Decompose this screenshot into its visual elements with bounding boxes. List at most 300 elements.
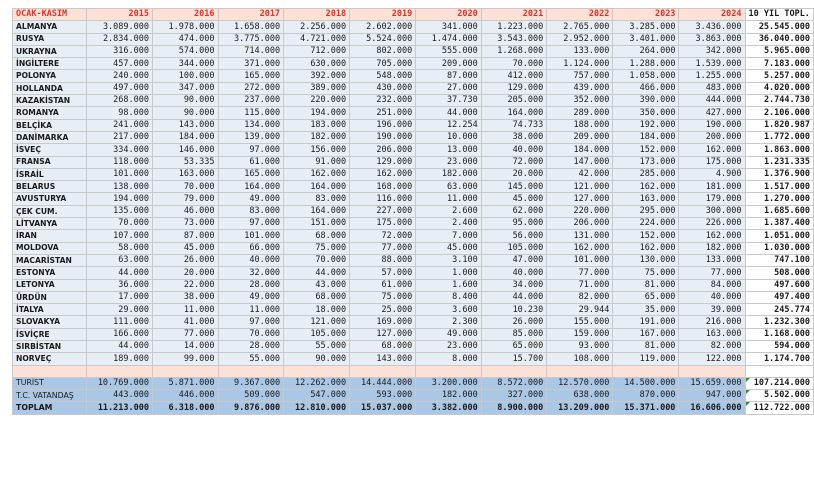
value-cell[interactable]: 194.000	[284, 107, 350, 119]
value-cell[interactable]: 3.285.000	[613, 21, 679, 33]
value-cell[interactable]: 75.000	[613, 267, 679, 279]
value-cell[interactable]: 181.000	[679, 181, 745, 193]
value-cell[interactable]: 439.000	[547, 82, 613, 94]
total-cell[interactable]: 1.174.700	[745, 353, 813, 365]
value-cell[interactable]: 162.000	[350, 168, 416, 180]
value-cell[interactable]: 65.000	[481, 341, 547, 353]
value-cell[interactable]: 41.000	[153, 316, 219, 328]
value-cell[interactable]: 350.000	[613, 107, 679, 119]
value-cell[interactable]: 3.775.000	[218, 33, 284, 45]
country-cell[interactable]: MACARİSTAN	[13, 254, 87, 266]
total-cell[interactable]: 1.685.600	[745, 205, 813, 217]
value-cell[interactable]: 82.000	[679, 341, 745, 353]
value-cell[interactable]: 209.000	[547, 131, 613, 143]
summary-value-cell[interactable]: 15.371.000	[613, 402, 679, 414]
header-year-cell[interactable]: 2018	[284, 9, 350, 21]
summary-value-cell[interactable]: 9.367.000	[218, 377, 284, 389]
value-cell[interactable]: 555.000	[416, 45, 482, 57]
summary-value-cell[interactable]: 3.382.000	[416, 402, 482, 414]
value-cell[interactable]: 166.000	[86, 328, 152, 340]
value-cell[interactable]: 56.000	[481, 230, 547, 242]
value-cell[interactable]: 347.000	[153, 82, 219, 94]
country-cell[interactable]: ROMANYA	[13, 107, 87, 119]
value-cell[interactable]: 175.000	[679, 156, 745, 168]
value-cell[interactable]: 217.000	[86, 131, 152, 143]
value-cell[interactable]: 285.000	[613, 168, 679, 180]
total-cell[interactable]: 5.965.000	[745, 45, 813, 57]
value-cell[interactable]: 77.000	[153, 328, 219, 340]
empty-cell[interactable]	[745, 365, 813, 377]
value-cell[interactable]: 44.000	[481, 291, 547, 303]
country-cell[interactable]: KAZAKİSTAN	[13, 95, 87, 107]
value-cell[interactable]: 184.000	[153, 131, 219, 143]
summary-value-cell[interactable]: 14.444.000	[350, 377, 416, 389]
country-cell[interactable]: MOLDOVA	[13, 242, 87, 254]
value-cell[interactable]: 121.000	[284, 316, 350, 328]
country-cell[interactable]: İNGİLTERE	[13, 58, 87, 70]
value-cell[interactable]: 1.539.000	[679, 58, 745, 70]
summary-value-cell[interactable]: 947.000	[679, 389, 745, 401]
summary-value-cell[interactable]: 12.262.000	[284, 377, 350, 389]
value-cell[interactable]: 165.000	[218, 70, 284, 82]
value-cell[interactable]: 101.000	[218, 230, 284, 242]
total-cell[interactable]: 1.232.300	[745, 316, 813, 328]
value-cell[interactable]: 483.000	[679, 82, 745, 94]
summary-value-cell[interactable]: 8.572.000	[481, 377, 547, 389]
header-year-cell[interactable]: 2015	[86, 9, 152, 21]
value-cell[interactable]: 184.000	[547, 144, 613, 156]
value-cell[interactable]: 44.000	[416, 107, 482, 119]
value-cell[interactable]: 42.000	[547, 168, 613, 180]
value-cell[interactable]: 127.000	[350, 328, 416, 340]
value-cell[interactable]: 122.000	[679, 353, 745, 365]
value-cell[interactable]: 14.000	[153, 341, 219, 353]
value-cell[interactable]: 90.000	[284, 353, 350, 365]
value-cell[interactable]: 151.000	[284, 218, 350, 230]
value-cell[interactable]: 93.000	[547, 341, 613, 353]
value-cell[interactable]: 163.000	[679, 328, 745, 340]
value-cell[interactable]: 147.000	[547, 156, 613, 168]
value-cell[interactable]: 131.000	[547, 230, 613, 242]
value-cell[interactable]: 40.000	[679, 291, 745, 303]
value-cell[interactable]: 427.000	[679, 107, 745, 119]
value-cell[interactable]: 164.000	[481, 107, 547, 119]
total-cell[interactable]: 1.863.000	[745, 144, 813, 156]
value-cell[interactable]: 70.000	[284, 254, 350, 266]
country-cell[interactable]: BELARUS	[13, 181, 87, 193]
value-cell[interactable]: 164.000	[284, 205, 350, 217]
value-cell[interactable]: 37.730	[416, 95, 482, 107]
value-cell[interactable]: 97.000	[218, 144, 284, 156]
value-cell[interactable]: 133.000	[679, 254, 745, 266]
value-cell[interactable]: 70.000	[218, 328, 284, 340]
value-cell[interactable]: 23.000	[416, 156, 482, 168]
value-cell[interactable]: 163.000	[613, 193, 679, 205]
header-year-cell[interactable]: 2016	[153, 9, 219, 21]
total-cell[interactable]: 508.000	[745, 267, 813, 279]
value-cell[interactable]: 36.000	[86, 279, 152, 291]
total-cell[interactable]: 1.168.000	[745, 328, 813, 340]
empty-cell[interactable]	[679, 365, 745, 377]
value-cell[interactable]: 68.000	[284, 291, 350, 303]
total-cell[interactable]: 594.000	[745, 341, 813, 353]
header-year-cell[interactable]: 2019	[350, 9, 416, 21]
value-cell[interactable]: 61.000	[350, 279, 416, 291]
total-cell[interactable]: 1.051.000	[745, 230, 813, 242]
value-cell[interactable]: 1.268.000	[481, 45, 547, 57]
empty-cell[interactable]	[13, 365, 87, 377]
total-cell[interactable]: 1.387.400	[745, 218, 813, 230]
value-cell[interactable]: 194.000	[86, 193, 152, 205]
value-cell[interactable]: 39.000	[679, 304, 745, 316]
value-cell[interactable]: 10.230	[481, 304, 547, 316]
value-cell[interactable]: 26.000	[153, 254, 219, 266]
value-cell[interactable]: 134.000	[218, 119, 284, 131]
value-cell[interactable]: 100.000	[153, 70, 219, 82]
value-cell[interactable]: 45.000	[481, 193, 547, 205]
country-cell[interactable]: BELÇİKA	[13, 119, 87, 131]
value-cell[interactable]: 97.000	[218, 218, 284, 230]
value-cell[interactable]: 75.000	[350, 291, 416, 303]
value-cell[interactable]: 574.000	[153, 45, 219, 57]
header-year-cell[interactable]: 2017	[218, 9, 284, 21]
value-cell[interactable]: 11.000	[416, 193, 482, 205]
value-cell[interactable]: 87.000	[416, 70, 482, 82]
value-cell[interactable]: 91.000	[284, 156, 350, 168]
value-cell[interactable]: 20.000	[153, 267, 219, 279]
value-cell[interactable]: 3.543.000	[481, 33, 547, 45]
value-cell[interactable]: 241.000	[86, 119, 152, 131]
value-cell[interactable]: 116.000	[350, 193, 416, 205]
value-cell[interactable]: 55.000	[218, 353, 284, 365]
value-cell[interactable]: 46.000	[153, 205, 219, 217]
country-cell[interactable]: İTALYA	[13, 304, 87, 316]
summary-label-cell[interactable]: TURİST	[13, 377, 87, 389]
value-cell[interactable]: 344.000	[153, 58, 219, 70]
empty-cell[interactable]	[547, 365, 613, 377]
empty-cell[interactable]	[613, 365, 679, 377]
total-cell[interactable]: 1.030.000	[745, 242, 813, 254]
country-cell[interactable]: ESTONYA	[13, 267, 87, 279]
value-cell[interactable]: 168.000	[350, 181, 416, 193]
value-cell[interactable]: 4.900	[679, 168, 745, 180]
value-cell[interactable]: 63.000	[416, 181, 482, 193]
value-cell[interactable]: 63.000	[86, 254, 152, 266]
value-cell[interactable]: 165.000	[218, 168, 284, 180]
total-cell[interactable]: 7.183.000	[745, 58, 813, 70]
value-cell[interactable]: 3.436.000	[679, 21, 745, 33]
value-cell[interactable]: 184.000	[613, 131, 679, 143]
value-cell[interactable]: 226.000	[679, 218, 745, 230]
value-cell[interactable]: 189.000	[86, 353, 152, 365]
value-cell[interactable]: 4.721.000	[284, 33, 350, 45]
value-cell[interactable]: 13.000	[416, 144, 482, 156]
value-cell[interactable]: 268.000	[86, 95, 152, 107]
value-cell[interactable]: 127.000	[547, 193, 613, 205]
summary-value-cell[interactable]: 11.213.000	[86, 402, 152, 414]
country-cell[interactable]: RUSYA	[13, 33, 87, 45]
total-cell[interactable]: 2.106.000	[745, 107, 813, 119]
value-cell[interactable]: 224.000	[613, 218, 679, 230]
value-cell[interactable]: 44.000	[86, 341, 152, 353]
value-cell[interactable]: 145.000	[481, 181, 547, 193]
value-cell[interactable]: 371.000	[218, 58, 284, 70]
value-cell[interactable]: 389.000	[284, 82, 350, 94]
total-cell[interactable]: 497.600	[745, 279, 813, 291]
summary-total-cell[interactable]: 107.214.000	[745, 377, 813, 389]
value-cell[interactable]: 27.000	[416, 82, 482, 94]
header-year-cell[interactable]: 2023	[613, 9, 679, 21]
summary-value-cell[interactable]: 3.200.000	[416, 377, 482, 389]
value-cell[interactable]: 342.000	[679, 45, 745, 57]
country-cell[interactable]: POLONYA	[13, 70, 87, 82]
value-cell[interactable]: 66.000	[218, 242, 284, 254]
value-cell[interactable]: 68.000	[350, 341, 416, 353]
summary-label-cell[interactable]: TOPLAM	[13, 402, 87, 414]
summary-value-cell[interactable]: 870.000	[613, 389, 679, 401]
value-cell[interactable]: 74.733	[481, 119, 547, 131]
value-cell[interactable]: 28.000	[218, 341, 284, 353]
country-cell[interactable]: ALMANYA	[13, 21, 87, 33]
empty-cell[interactable]	[350, 365, 416, 377]
value-cell[interactable]: 95.000	[481, 218, 547, 230]
value-cell[interactable]: 183.000	[284, 119, 350, 131]
value-cell[interactable]: 1.978.000	[153, 21, 219, 33]
value-cell[interactable]: 237.000	[218, 95, 284, 107]
value-cell[interactable]: 135.000	[86, 205, 152, 217]
value-cell[interactable]: 115.000	[218, 107, 284, 119]
value-cell[interactable]: 45.000	[416, 242, 482, 254]
summary-value-cell[interactable]: 9.876.000	[218, 402, 284, 414]
value-cell[interactable]: 90.000	[153, 107, 219, 119]
value-cell[interactable]: 62.000	[481, 205, 547, 217]
total-cell[interactable]: 2.744.730	[745, 95, 813, 107]
value-cell[interactable]: 11.000	[218, 304, 284, 316]
value-cell[interactable]: 1.474.000	[416, 33, 482, 45]
value-cell[interactable]: 17.000	[86, 291, 152, 303]
value-cell[interactable]: 40.000	[481, 144, 547, 156]
value-cell[interactable]: 206.000	[547, 218, 613, 230]
value-cell[interactable]: 73.000	[153, 218, 219, 230]
summary-total-cell[interactable]: 112.722.000	[745, 402, 813, 414]
value-cell[interactable]: 8.000	[416, 353, 482, 365]
value-cell[interactable]: 7.000	[416, 230, 482, 242]
value-cell[interactable]: 70.000	[86, 218, 152, 230]
country-cell[interactable]: DANİMARKA	[13, 131, 87, 143]
value-cell[interactable]: 143.000	[350, 353, 416, 365]
value-cell[interactable]: 1.058.000	[613, 70, 679, 82]
value-cell[interactable]: 1.288.000	[613, 58, 679, 70]
country-cell[interactable]: ÇEK CUM.	[13, 205, 87, 217]
country-cell[interactable]: İSRAİL	[13, 168, 87, 180]
total-cell[interactable]: 1.772.000	[745, 131, 813, 143]
value-cell[interactable]: 45.000	[153, 242, 219, 254]
value-cell[interactable]: 49.000	[218, 291, 284, 303]
value-cell[interactable]: 188.000	[547, 119, 613, 131]
value-cell[interactable]: 1.255.000	[679, 70, 745, 82]
value-cell[interactable]: 49.000	[218, 193, 284, 205]
value-cell[interactable]: 152.000	[613, 144, 679, 156]
country-cell[interactable]: HOLLANDA	[13, 82, 87, 94]
value-cell[interactable]: 18.000	[284, 304, 350, 316]
value-cell[interactable]: 2.834.000	[86, 33, 152, 45]
value-cell[interactable]: 251.000	[350, 107, 416, 119]
empty-cell[interactable]	[218, 365, 284, 377]
country-cell[interactable]: İRAN	[13, 230, 87, 242]
value-cell[interactable]: 68.000	[284, 230, 350, 242]
value-cell[interactable]: 162.000	[679, 230, 745, 242]
value-cell[interactable]: 85.000	[481, 328, 547, 340]
value-cell[interactable]: 2.300	[416, 316, 482, 328]
value-cell[interactable]: 232.000	[350, 95, 416, 107]
value-cell[interactable]: 53.335	[153, 156, 219, 168]
total-cell[interactable]: 747.100	[745, 254, 813, 266]
summary-value-cell[interactable]: 8.900.000	[481, 402, 547, 414]
summary-value-cell[interactable]: 446.000	[153, 389, 219, 401]
value-cell[interactable]: 49.000	[416, 328, 482, 340]
summary-value-cell[interactable]: 327.000	[481, 389, 547, 401]
value-cell[interactable]: 444.000	[679, 95, 745, 107]
value-cell[interactable]: 156.000	[284, 144, 350, 156]
value-cell[interactable]: 190.000	[350, 131, 416, 143]
total-cell[interactable]: 25.545.000	[745, 21, 813, 33]
country-cell[interactable]: UKRAYNA	[13, 45, 87, 57]
value-cell[interactable]: 97.000	[218, 316, 284, 328]
total-cell[interactable]: 1.231.335	[745, 156, 813, 168]
value-cell[interactable]: 47.000	[481, 254, 547, 266]
value-cell[interactable]: 111.000	[86, 316, 152, 328]
value-cell[interactable]: 220.000	[547, 205, 613, 217]
value-cell[interactable]: 200.000	[679, 131, 745, 143]
value-cell[interactable]: 71.000	[547, 279, 613, 291]
value-cell[interactable]: 77.000	[679, 267, 745, 279]
summary-value-cell[interactable]: 547.000	[284, 389, 350, 401]
country-cell[interactable]: FRANSA	[13, 156, 87, 168]
value-cell[interactable]: 155.000	[547, 316, 613, 328]
value-cell[interactable]: 35.000	[613, 304, 679, 316]
value-cell[interactable]: 12.254	[416, 119, 482, 131]
summary-value-cell[interactable]: 638.000	[547, 389, 613, 401]
value-cell[interactable]: 105.000	[284, 328, 350, 340]
summary-label-cell[interactable]: T.C. VATANDAŞ	[13, 389, 87, 401]
value-cell[interactable]: 712.000	[284, 45, 350, 57]
value-cell[interactable]: 81.000	[613, 341, 679, 353]
country-cell[interactable]: İSVEÇ	[13, 144, 87, 156]
total-cell[interactable]: 245.774	[745, 304, 813, 316]
summary-value-cell[interactable]: 12.570.000	[547, 377, 613, 389]
country-cell[interactable]: ÜRDÜN	[13, 291, 87, 303]
value-cell[interactable]: 20.000	[481, 168, 547, 180]
value-cell[interactable]: 44.000	[86, 267, 152, 279]
value-cell[interactable]: 182.000	[679, 242, 745, 254]
value-cell[interactable]: 146.000	[153, 144, 219, 156]
value-cell[interactable]: 548.000	[350, 70, 416, 82]
value-cell[interactable]: 5.524.000	[350, 33, 416, 45]
value-cell[interactable]: 70.000	[481, 58, 547, 70]
value-cell[interactable]: 23.000	[416, 341, 482, 353]
value-cell[interactable]: 630.000	[284, 58, 350, 70]
value-cell[interactable]: 205.000	[481, 95, 547, 107]
value-cell[interactable]: 190.000	[679, 119, 745, 131]
value-cell[interactable]: 101.000	[547, 254, 613, 266]
value-cell[interactable]: 44.000	[284, 267, 350, 279]
value-cell[interactable]: 83.000	[218, 205, 284, 217]
empty-cell[interactable]	[481, 365, 547, 377]
summary-value-cell[interactable]: 13.209.000	[547, 402, 613, 414]
value-cell[interactable]: 22.000	[153, 279, 219, 291]
value-cell[interactable]: 757.000	[547, 70, 613, 82]
value-cell[interactable]: 129.000	[481, 82, 547, 94]
value-cell[interactable]: 70.000	[153, 181, 219, 193]
value-cell[interactable]: 90.000	[153, 95, 219, 107]
value-cell[interactable]: 152.000	[613, 230, 679, 242]
value-cell[interactable]: 108.000	[547, 353, 613, 365]
value-cell[interactable]: 352.000	[547, 95, 613, 107]
value-cell[interactable]: 1.658.000	[218, 21, 284, 33]
value-cell[interactable]: 295.000	[613, 205, 679, 217]
value-cell[interactable]: 77.000	[350, 242, 416, 254]
value-cell[interactable]: 175.000	[350, 218, 416, 230]
value-cell[interactable]: 34.000	[481, 279, 547, 291]
value-cell[interactable]: 159.000	[547, 328, 613, 340]
value-cell[interactable]: 466.000	[613, 82, 679, 94]
value-cell[interactable]: 182.000	[284, 131, 350, 143]
summary-value-cell[interactable]: 15.037.000	[350, 402, 416, 414]
value-cell[interactable]: 25.000	[350, 304, 416, 316]
value-cell[interactable]: 2.765.000	[547, 21, 613, 33]
value-cell[interactable]: 196.000	[350, 119, 416, 131]
value-cell[interactable]: 802.000	[350, 45, 416, 57]
value-cell[interactable]: 341.000	[416, 21, 482, 33]
value-cell[interactable]: 72.000	[350, 230, 416, 242]
value-cell[interactable]: 162.000	[613, 242, 679, 254]
value-cell[interactable]: 133.000	[547, 45, 613, 57]
header-year-cell[interactable]: 2020	[416, 9, 482, 21]
value-cell[interactable]: 240.000	[86, 70, 152, 82]
value-cell[interactable]: 182.000	[416, 168, 482, 180]
total-cell[interactable]: 5.257.000	[745, 70, 813, 82]
value-cell[interactable]: 55.000	[284, 341, 350, 353]
country-cell[interactable]: SLOVAKYA	[13, 316, 87, 328]
value-cell[interactable]: 272.000	[218, 82, 284, 94]
value-cell[interactable]: 164.000	[218, 181, 284, 193]
country-cell[interactable]: SIRBİSTAN	[13, 341, 87, 353]
value-cell[interactable]: 82.000	[547, 291, 613, 303]
value-cell[interactable]: 57.000	[350, 267, 416, 279]
value-cell[interactable]: 1.223.000	[481, 21, 547, 33]
country-cell[interactable]: LETONYA	[13, 279, 87, 291]
country-cell[interactable]: İSVİÇRE	[13, 328, 87, 340]
value-cell[interactable]: 705.000	[350, 58, 416, 70]
value-cell[interactable]: 88.000	[350, 254, 416, 266]
empty-cell[interactable]	[416, 365, 482, 377]
summary-value-cell[interactable]: 182.000	[416, 389, 482, 401]
total-cell[interactable]: 1.517.000	[745, 181, 813, 193]
value-cell[interactable]: 162.000	[547, 242, 613, 254]
value-cell[interactable]: 162.000	[613, 181, 679, 193]
value-cell[interactable]: 714.000	[218, 45, 284, 57]
value-cell[interactable]: 105.000	[481, 242, 547, 254]
value-cell[interactable]: 206.000	[350, 144, 416, 156]
total-cell[interactable]: 1.270.000	[745, 193, 813, 205]
value-cell[interactable]: 65.000	[613, 291, 679, 303]
value-cell[interactable]: 38.000	[153, 291, 219, 303]
value-cell[interactable]: 98.000	[86, 107, 152, 119]
value-cell[interactable]: 83.000	[284, 193, 350, 205]
header-total-cell[interactable]: 10 YIL TOPL.	[745, 9, 813, 21]
value-cell[interactable]: 81.000	[613, 279, 679, 291]
value-cell[interactable]: 8.400	[416, 291, 482, 303]
